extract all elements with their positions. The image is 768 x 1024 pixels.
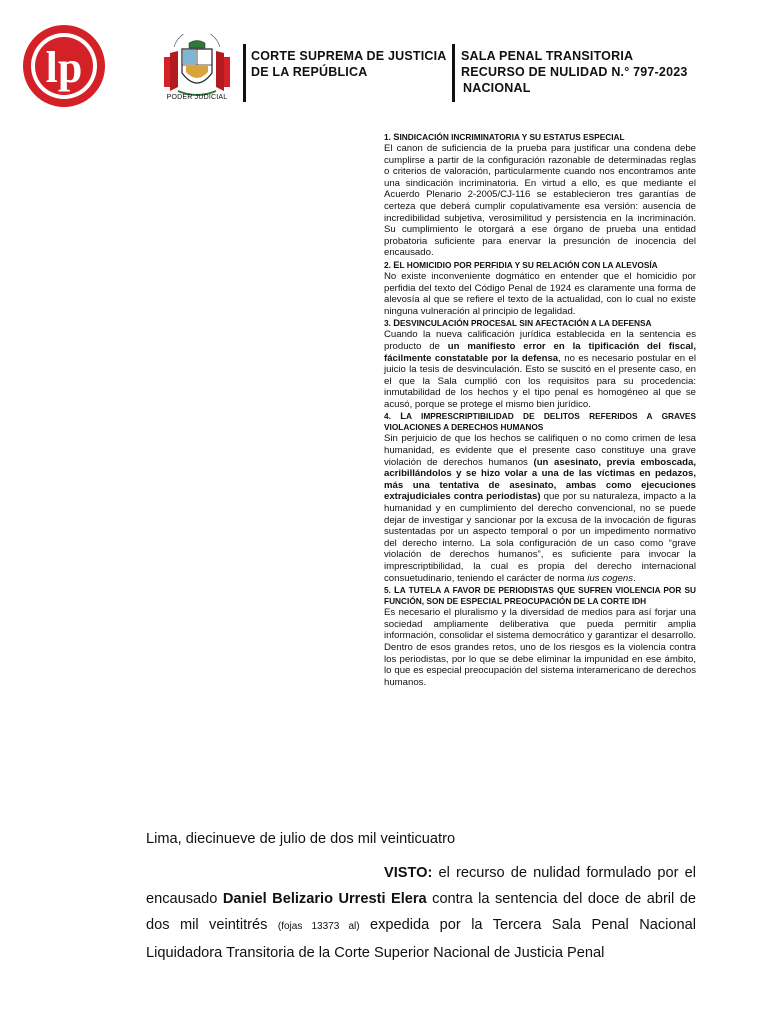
visto-paragraph: VISTO: el recurso de nulidad formulado por el encausado Daniel Belizario Urresti Elera contra la sentencia del doce de abril de dos mil veintitrés (fojas 13373 al) expedida por la Tercera Sala Penal Nacional Liquidadora Transitoria de la Corte Superior Nacional de Justicia Penal (146, 865, 696, 961)
summary-text-5: Es necesario el pluralismo y la diversidad de medios para así forjar una sociedad ampliamente deliberativa que pueda permitir amplia información, consolidar el sistema democrático y garantizar el desarrollo. Dentro de esos grandes retos, uno de los riesgos es la violencia contra los periodistas, por lo que se debe eliminar la impunidad en ese ámbito, lo que es especial preocupación del sistema interamericano de derechos humanos. (384, 607, 696, 688)
court-name (251, 48, 447, 80)
case-number: RECURSO DE NULIDAD N.° 797-2023 (461, 65, 688, 79)
case-header (461, 48, 688, 96)
ruling-body (146, 826, 696, 966)
header-divider-left (243, 44, 246, 102)
summary-text-2: No existe inconveniente dogmático en entender que el homicidio por perfidia del texto del Código Penal de 1924 es claramente una forma de alevosía al que se refiere el texto de la actualidad, con lo cual no existe ninguna vulneración al principio de legalidad. (384, 270, 696, 317)
seal-caption: PODER JUDICIAL (166, 94, 228, 101)
summary-text-1: El canon de suficiencia de la prueba para justificar una condena debe cumplirse a partir de la configuración razonable de determinadas reglas o criterios de valoración, particularmente cuando nos encontramos ante una sindicación incriminatoria. En virtud a ello, es que mediante el Acuerdo Plenario 2-2005/CJ-116 se establecieron tres garantías de certeza que deberá cumplir copulativamente esa versión: ausencia de incredibilidad subjetiva, verosimilitud y persistencia en la incriminación. Su cumplimiento le otorgará a ese órgano de prueba una entidad probatoria suficiente para enervar la presunción de inocencia del encausado. (384, 143, 696, 259)
chamber-name: SALA PENAL TRANSITORIA (461, 49, 634, 63)
summary-text-4: Sin perjuicio de que los hechos se califiquen o no como crimen de lesa humanidad, es evidente que el presente caso constituye una grave violación de derechos humanos (un asesinato, previa emboscada, acribillándolos y se hizo volar a una de las víctimas en pedazos, más una tentativa de asesinato, ambas como ejecuciones extrajudiciales contra periodistas) que por su naturaleza, impacto a la humanidad y en cumplimiento del derecho convencional, no se puede dejar de investigar y sancionar por la excusa de la invocación de figuras sustentadas por un aspecto temporal o por un impedimento normativo del derecho interno. La sola configuración de un caso como “grave violación de derechos humanos”, es suficiente para invocar la imprescriptibilidad, la cual es propia del derecho internacional consuetudinario, teniendo el carácter de norma ius cogens. (384, 433, 696, 584)
summary-heading-4: 4. LA IMPRESCRIPTIBILIDAD DE DELITOS REFERIDOS A GRAVES VIOLACIONES A DERECHOS HUMANOS (384, 410, 696, 433)
header-divider-right (452, 44, 455, 102)
summary-heading-1: 1. SINDICACIÓN INCRIMINATORIA Y SU ESTATUS ESPECIAL (384, 131, 625, 142)
summary-block (384, 131, 696, 688)
fojas-reference: (fojas 13373 al) (277, 921, 360, 932)
summary-text-3: Cuando la nueva calificación jurídica establecida en la sentencia es producto de un manifiesto error en la tipificación del fiscal, fácilmente constatable por la defensa, no es necesario postular en el juicio la tesis de desvinculación. Esto se suscitó en el presente caso, en el que la Sala cumplió con los requisitos para su procedencia: inmutabilidad de los hechos y el tipo penal es homogéneo al que se acusó, porque se protege el mismo bien jurídico. (384, 329, 697, 410)
summary-heading-2: 2. EL HOMICIDIO POR PERFIDIA Y SU RELACIÓN CON LA ALEVOSÍA (384, 258, 658, 270)
summary-heading-5: 5. LA TUTELA A FAVOR DE PERIODISTAS QUE SUFREN VIOLENCIA POR SU FUNCIÓN, SON DE ESPECIAL PREOCUPACIÓN DE LA CORTE IDH (384, 584, 696, 607)
court-line-1: CORTE SUPREMA DE JUSTICIA (251, 49, 447, 63)
defendant-name: Daniel Belizario Urresti Elera (222, 891, 427, 907)
lp-logo (22, 24, 106, 108)
court-line-2: DE LA REPÚBLICA (251, 65, 368, 79)
case-jurisdiction: NACIONAL (463, 81, 531, 95)
logo-text: lp (45, 43, 83, 92)
summary-heading-3: 3. DESVINCULACIÓN PROCESAL SIN AFECTACIÓN A LA DEFENSA (384, 317, 652, 329)
date-line: Lima, diecinueve de julio de dos mil veinticuatro (146, 831, 456, 847)
